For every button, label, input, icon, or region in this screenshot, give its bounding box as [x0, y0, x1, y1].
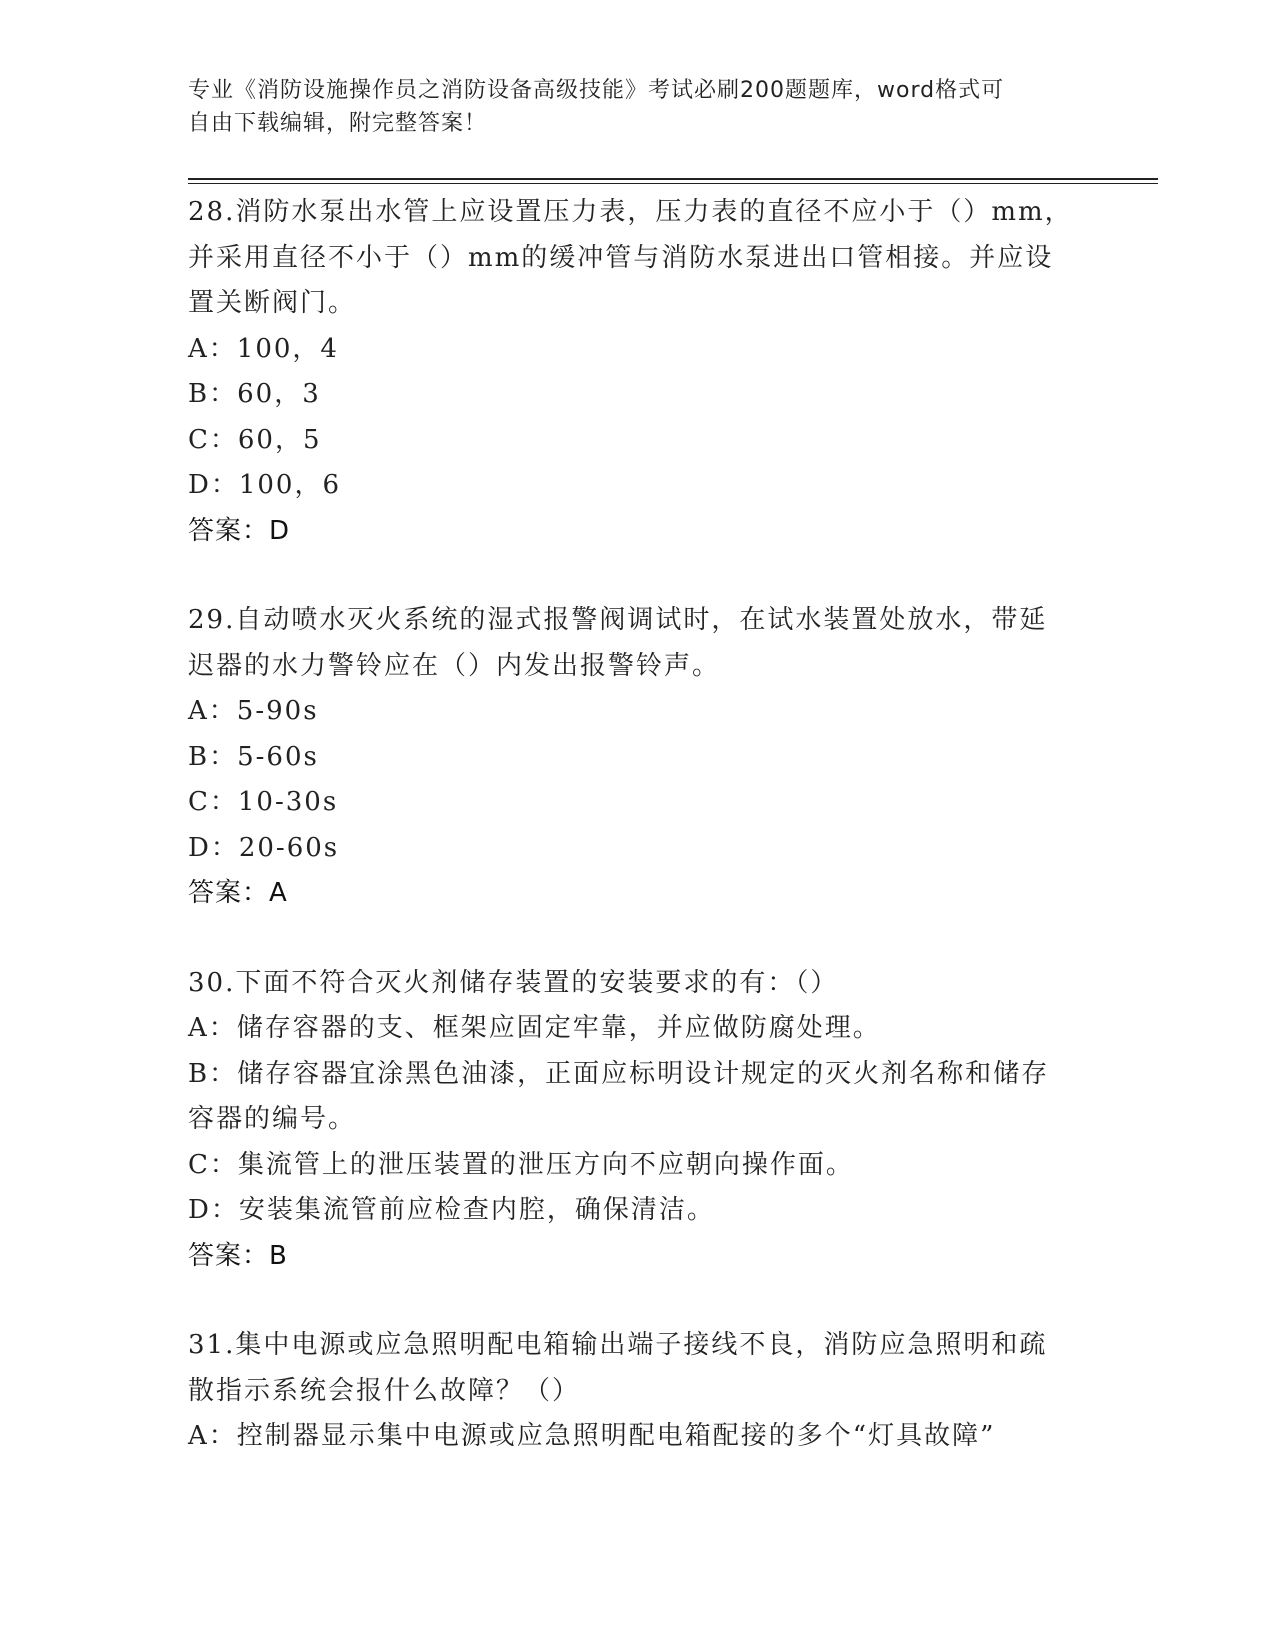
- answer-option: C：集流管上的泄压装置的泄压方向不应朝向操作面。: [188, 1149, 854, 1180]
- question-stem-line: 置关断阀门。: [188, 288, 357, 318]
- answer-option: A：储存容器的支、框架应固定牢靠，并应做防腐处理。: [188, 1013, 881, 1043]
- answer-option: 容器的编号。: [188, 1104, 357, 1134]
- answer-option: B：60，3: [188, 379, 321, 409]
- answer-key: 答案：D: [188, 515, 291, 546]
- header-divider-thick: [188, 178, 1158, 180]
- document-header: [188, 74, 1088, 140]
- question-block: [188, 190, 1088, 554]
- header-line-1: 专业《消防设施操作员之消防设备高级技能》考试必刷200题题库，word格式可: [188, 78, 1005, 103]
- question-stem-line: 28.消防水泵出水管上应设置压力表，压力表的直径不应小于（）mm，: [188, 197, 1073, 227]
- header-divider-thin: [188, 183, 1158, 184]
- answer-option: D：100，6: [188, 470, 342, 500]
- answer-option: A：5-90s: [188, 696, 319, 726]
- answer-option: D：安装集流管前应检查内腔，确保清洁。: [188, 1195, 715, 1225]
- answer-option: A：100，4: [188, 333, 339, 364]
- question-block: [188, 1323, 1088, 1460]
- answer-option: C：10-30s: [188, 787, 339, 817]
- header-line-2: 自由下载编辑，附完整答案！: [188, 111, 488, 136]
- question-block: [188, 961, 1088, 1280]
- question-stem-line: 29.自动喷水灭火系统的湿式报警阀调试时，在试水装置处放水，带延: [188, 605, 1048, 635]
- question-stem-line: 散指示系统会报什么故障？（）: [188, 1375, 581, 1406]
- question-block: [188, 598, 1088, 917]
- answer-option: C：60，5: [188, 424, 322, 455]
- answer-option: B：5-60s: [188, 741, 319, 772]
- answer-option: B：储存容器宜涂黑色油漆，正面应标明设计规定的灭火剂名称和储存: [188, 1058, 1050, 1089]
- answer-key: 答案：B: [188, 1240, 288, 1271]
- question-stem-line: 并采用直径不小于（）mm的缓冲管与消防水泵进出口管相接。并应设: [188, 242, 1054, 273]
- answer-option: A：控制器显示集中电源或应急照明配电箱配接的多个“灯具故障”: [188, 1421, 996, 1451]
- answer-key: 答案：A: [188, 878, 288, 908]
- question-stem-line: 31.集中电源或应急照明配电箱输出端子接线不良，消防应急照明和疏: [188, 1330, 1048, 1360]
- question-list: [188, 190, 1088, 1504]
- answer-option: D：20-60s: [188, 832, 340, 863]
- question-stem-line: 迟器的水力警铃应在（）内发出报警铃声。: [188, 650, 721, 681]
- question-stem-line: 30.下面不符合灭火剂储存装置的安装要求的有：（）: [188, 967, 839, 998]
